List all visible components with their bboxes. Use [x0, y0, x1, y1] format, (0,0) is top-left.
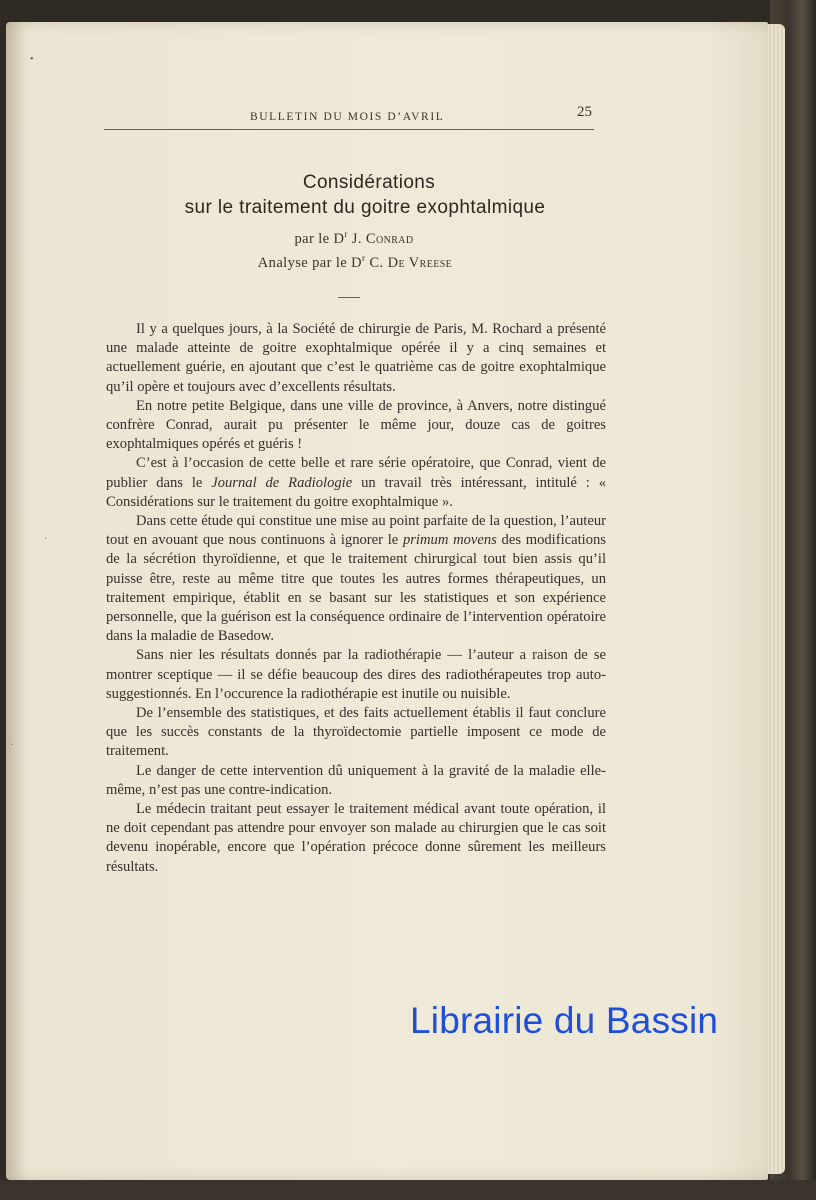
header-rule [104, 129, 594, 130]
paragraph: Il y a quelques jours, à la Société de chirurgie de Paris, M. Rochard a présenté une malade atteinte de goitre exophtalmique opérée il y a cinq semaines et actuellement guérie, en ajoutant que c’est le quatrième cas de goitre exophtalmique qu’il opère et toujours avec d’excellents résultats. [106, 321, 606, 395]
latin-term: primum movens [402, 532, 497, 549]
text-run: un travail très intéressant, intitulé : « Considérations sur le traitement du goitre exophtalmique ». [106, 474, 606, 510]
paragraph: Sans nier les résultats donnés par la radiothérapie — l’auteur a raison de se montrer sceptique — il se défie beaucoup des dires des radiothérapeutes trop auto-suggestionnés. En l’occurence la radiothérapie est inutile ou nuisible. [106, 647, 606, 702]
byline-prefix: par le D [294, 230, 345, 247]
text-run: des modifications de la sécrétion thyroïdienne, et que le traitement chirurgical tout bien assis qu’il puisse être, reste au même titre que toutes les autres formes thérapeutiques, un traitement empirique, établit en se basant sur les statistiques et son expérience personnelle, que la guérison est la conséquence ordinaire de l’intervention opératoire dans la maladie de Basedow. [106, 532, 606, 645]
paragraph: Le médecin traitant peut essayer le traitement médical avant toute opération, il ne doit cependant pas attendre pour envoyer son malade au chirurgien que le cas soit devenu inopérable, encore que l’opération précoce donne sûrement les meilleurs résultats. [106, 801, 606, 875]
paragraph [106, 454, 606, 512]
margin-mark: · [10, 740, 14, 751]
byline-prefix: Analyse par le D [257, 254, 363, 271]
journal-title: Journal de Radiologie [211, 474, 353, 491]
paragraph: De l’ensemble des statistiques, et des faits actuellement établis il faut conclure que les succès constants de la thyroïdectomie partielle imposent ce mode de traitement. [106, 705, 606, 760]
page-number: 25 [577, 104, 592, 120]
seller-watermark: Librairie du Bassin [410, 1000, 719, 1041]
article-title-line2: sur le traitement du goitre exophtalmique [184, 197, 546, 218]
byline-sup: r [344, 229, 348, 239]
byline-sup: r [362, 253, 366, 263]
paragraph: En notre petite Belgique, dans une ville de province, à Anvers, notre distingué confrère Conrad, aurait pu présenter le même jour, douze cas de goitres exophtalmiques opérés et guéris ! [106, 397, 606, 453]
section-separator [338, 297, 360, 298]
analyst-name: C. De Vreese [369, 254, 453, 271]
paragraph: Le danger de cette intervention dû uniquement à la gravité de la maladie elle-même, n’est pas une contre-indication. [106, 762, 606, 798]
author-name: J. Conrad [351, 230, 414, 247]
table-background [0, 1180, 816, 1200]
margin-mark: • [30, 54, 34, 65]
analyst-byline [200, 253, 510, 272]
running-head: BULLETIN DU MOIS D’AVRIL [250, 111, 445, 123]
text-run: C’est à l’occasion de cette belle et rare série opératoire, que Conrad, vient de publier dans le [106, 455, 606, 491]
article-body [106, 320, 606, 877]
paragraph [106, 512, 606, 646]
article-title-line1: Considérations [302, 172, 436, 193]
margin-mark: · [44, 534, 48, 545]
author-byline [244, 229, 464, 248]
text-run: Dans cette étude qui constitue une mise au point parfaite de la question, l’auteur tout en avouant que nous continuons à ignorer le [106, 513, 606, 549]
